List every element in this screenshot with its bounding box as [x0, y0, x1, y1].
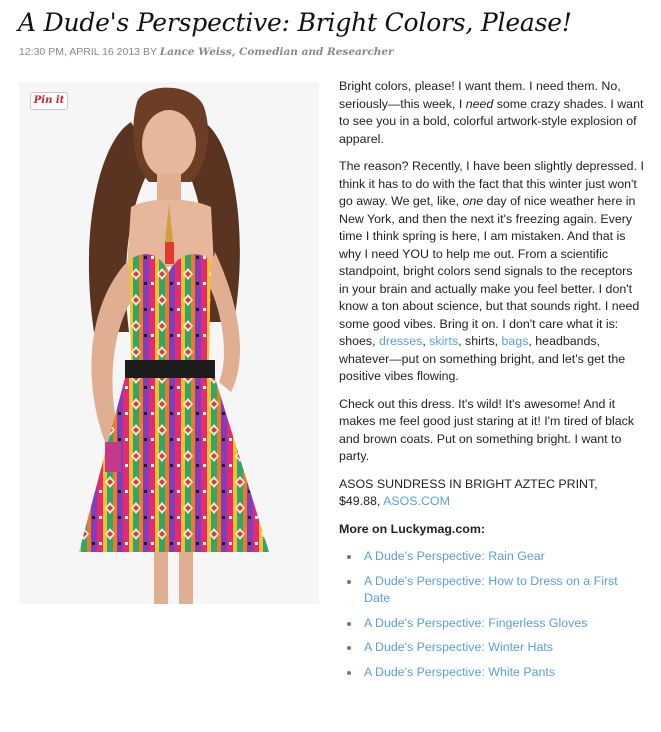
article-body [339, 78, 645, 688]
pin-it-button[interactable]: Pin it [30, 92, 68, 110]
list-item [364, 664, 645, 682]
paragraph: Check out this dress. It's wild! It's awesome! And it makes me feel good just staring at it! I'm tired of black and brown coats. Put on something bright. I want to party. [339, 396, 635, 463]
paragraph: The reason? Recently, I have been slightly depressed. I think it has to do with the fact that this winter just won't go away. We get, like, one day of nice weather here in New York, and then the next it's freezing again. Every time I think spring is here, I am mistaken. And that is why I need YOU to help me out. From a scientific standpoint, bright colors send signals to the receptors in your brain and actually make you feel better. I don't know a ton about science, but that sounds right. I need some good vibes. Bring it on. I don't care what it is: shoes, dresses, skirts, shirts, bags, headbands, whatever—put on something bright, and let's get the positive vibes flowing. [339, 159, 644, 383]
paragraph: Bright colors, please! I want them. I need them. No, seriously—this week, I need some crazy shades. I want to see you in a bold, colorful artwork-style explosion of apparel. [339, 79, 644, 146]
skirts-link[interactable]: skirts [429, 334, 459, 348]
list-item [364, 573, 645, 608]
list-item [364, 615, 645, 633]
related-links [339, 548, 645, 681]
related-link-white-pants[interactable]: A Dude's Perspective: White Pants [364, 664, 556, 679]
product-credit: ASOS SUNDRESS IN BRIGHT AZTEC PRINT, $49.88, ASOS.COM [339, 476, 598, 508]
asos-link[interactable]: ASOS.COM [383, 494, 450, 508]
list-item [364, 639, 645, 657]
author-name[interactable]: Lance Weiss, Comedian and Researcher [159, 46, 394, 58]
related-link-fingerless-gloves[interactable]: A Dude's Perspective: Fingerless Gloves [364, 615, 588, 630]
publish-time: 12:30 PM, APRIL 16 2013 [19, 46, 141, 58]
article-title: A Dude's Perspective: Bright Colors, Please! [18, 8, 572, 37]
related-link-winter-hats[interactable]: A Dude's Perspective: Winter Hats [364, 640, 553, 654]
more-heading: More on Luckymag.com: [339, 521, 485, 536]
related-link-rain-gear[interactable]: A Dude's Perspective: Rain Gear [364, 549, 545, 563]
related-link-first-date[interactable]: A Dude's Perspective: How to Dress on a First Date [364, 573, 618, 605]
by-label: BY [142, 46, 157, 58]
dresses-link[interactable]: dresses [378, 334, 423, 348]
dress-photo [19, 82, 319, 604]
byline [19, 46, 394, 58]
model-in-dress-illustration [19, 82, 319, 604]
bags-link[interactable]: bags [501, 334, 529, 348]
list-item [364, 548, 645, 566]
